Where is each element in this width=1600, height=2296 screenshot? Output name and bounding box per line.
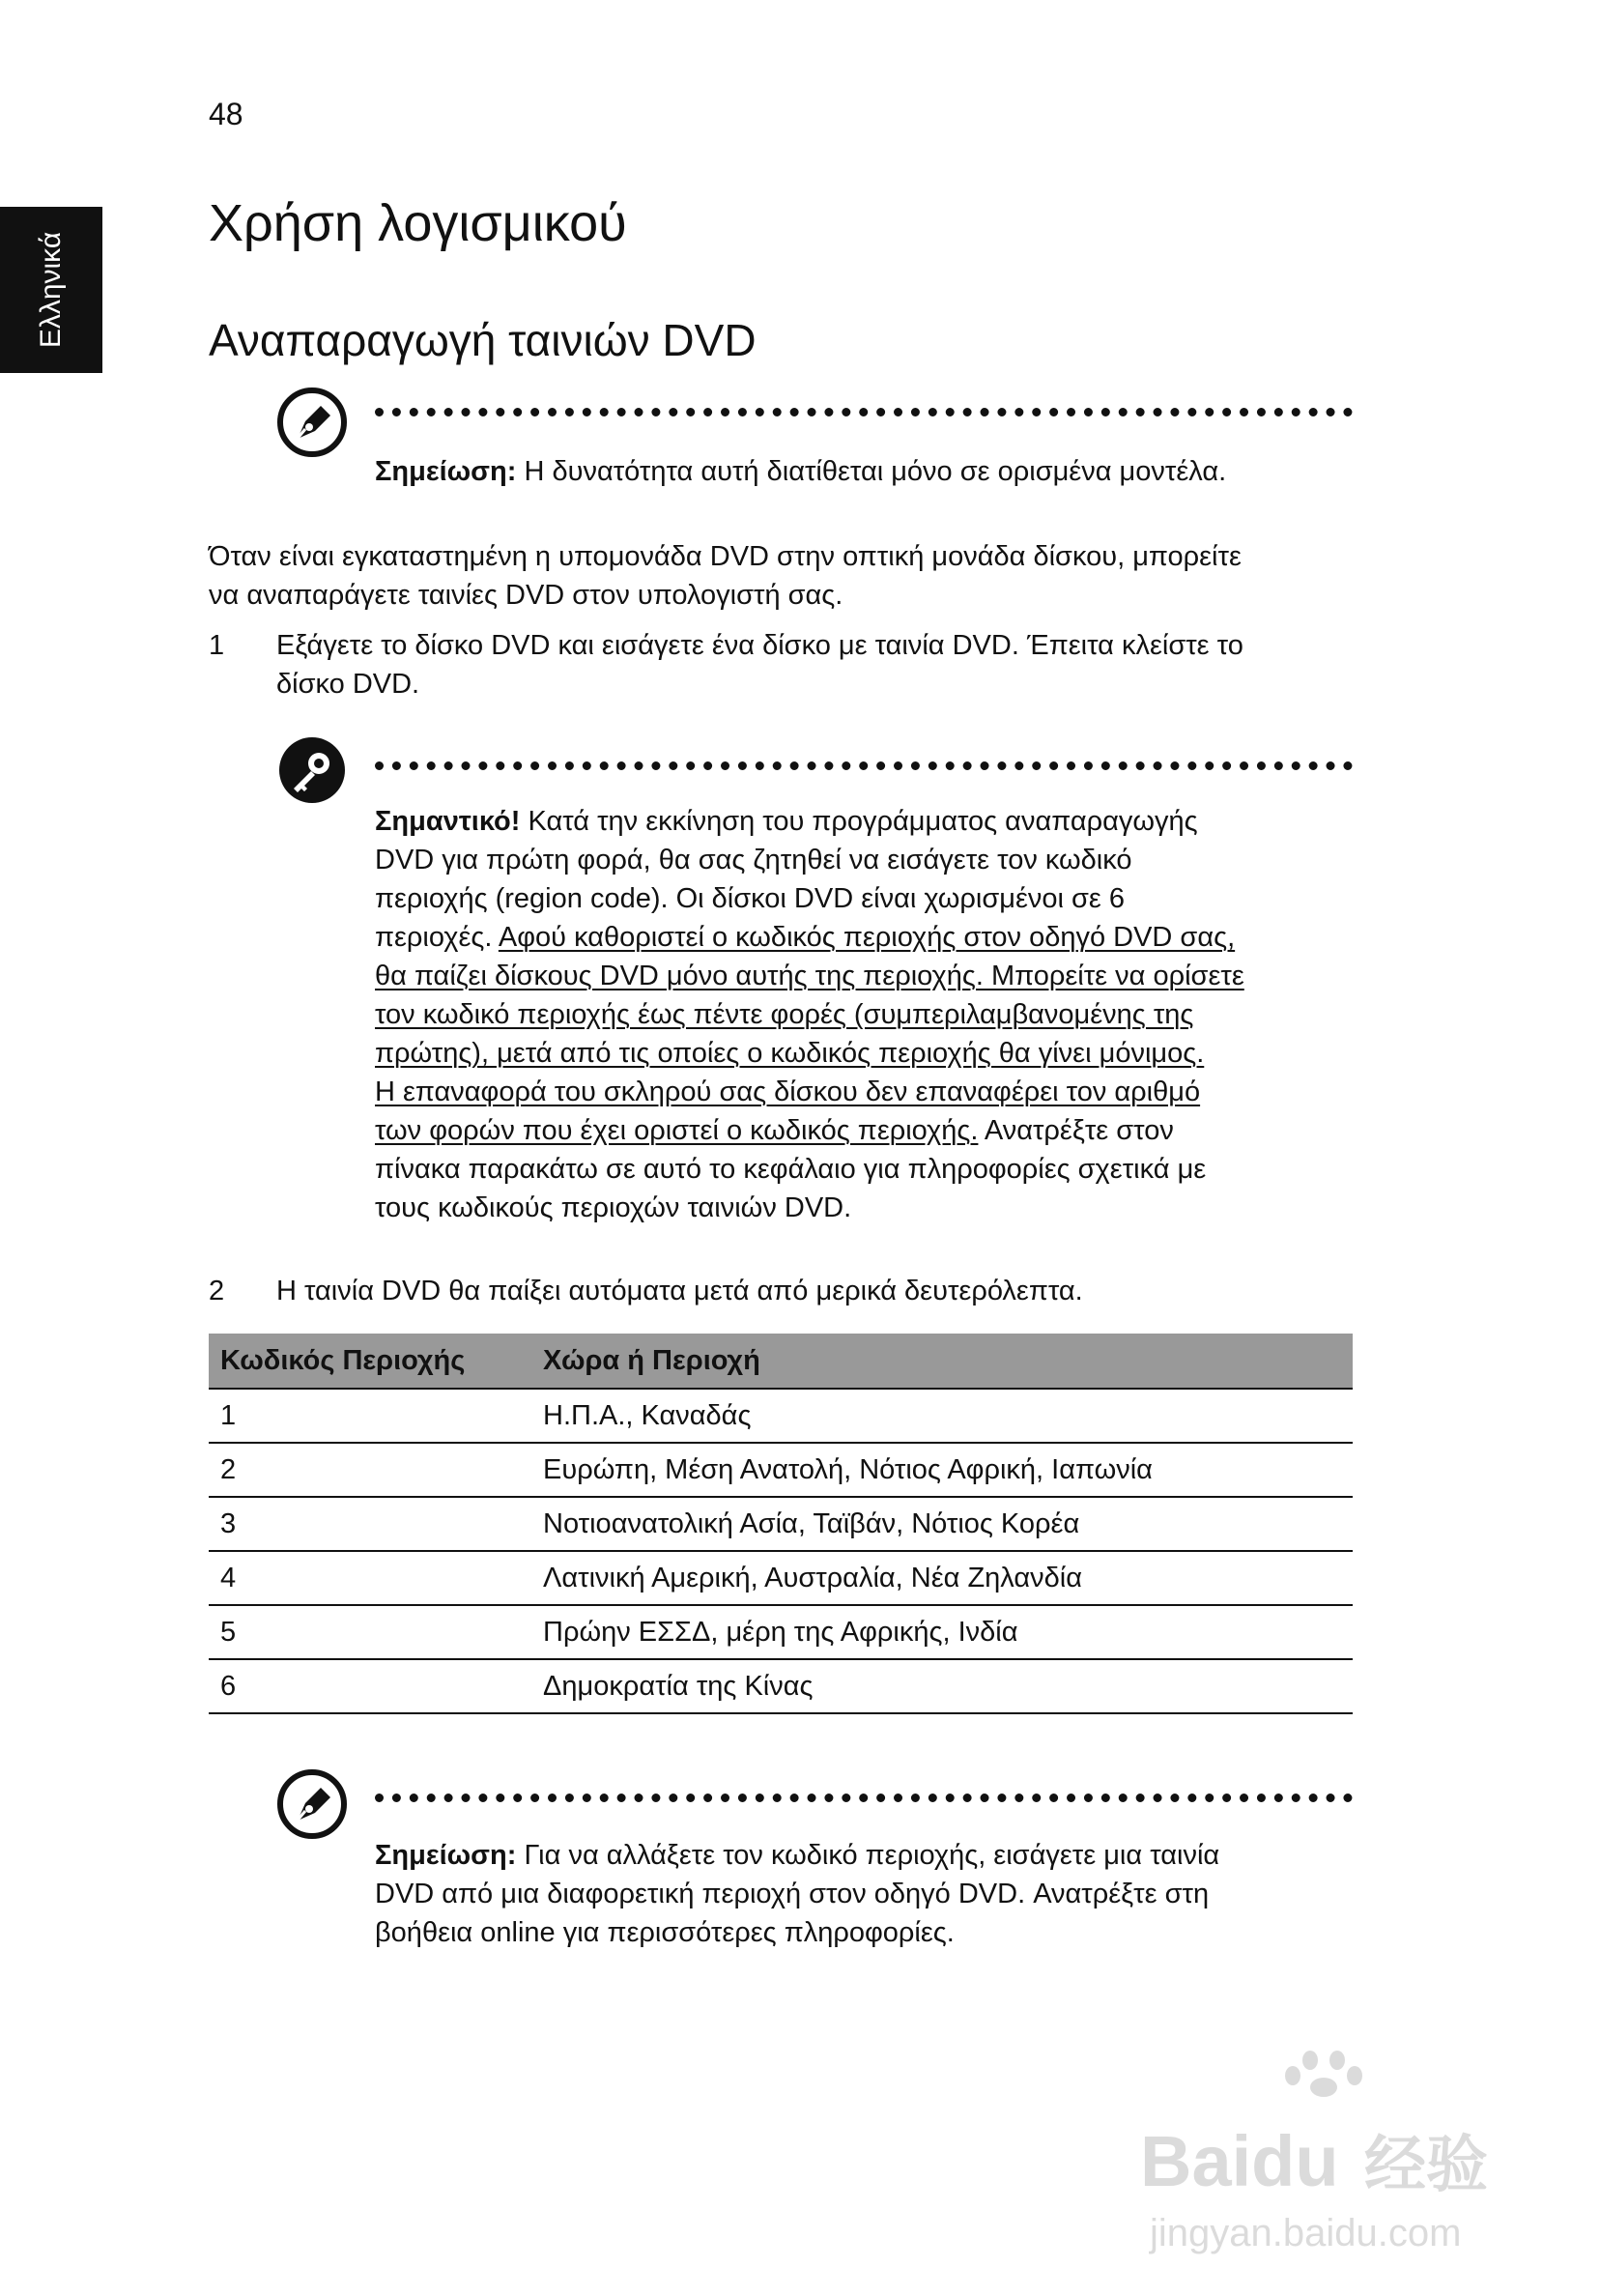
step-1-text	[276, 626, 1353, 703]
watermark-brand: Baidu	[1140, 2121, 1339, 2201]
language-tab	[0, 207, 102, 373]
pen-note-icon	[276, 1768, 348, 1845]
table-header-row	[209, 1334, 1353, 1389]
important-underlined-line: τον κωδικό περιοχής έως πέντε φορές (συμπεριλαμβανομένης της	[375, 999, 1194, 1030]
note-line: DVD από μια διαφορετική περιοχή στον οδηγό DVD. Ανατρέξτε στη	[375, 1879, 1210, 1909]
table-cell: Λατινική Αμερική, Αυστραλία, Νέα Ζηλανδία	[531, 1551, 1353, 1605]
page-number: 48	[209, 97, 243, 131]
note-text: Για να αλλάξετε τον κωδικό περιοχής, εισάγετε μια ταινία	[516, 1840, 1220, 1871]
important-line: τους κωδικούς περιοχών ταινιών DVD.	[375, 1192, 852, 1223]
note-line: βοήθεια online για περισσότερες πληροφορίες.	[375, 1917, 955, 1948]
section-title: Αναπαραγωγή ταινιών DVD	[209, 315, 757, 365]
table-cell: 3	[209, 1497, 531, 1551]
table-cell: Νοτιοανατολική Ασία, Ταϊβάν, Νότιος Κορέα	[531, 1497, 1353, 1551]
table-row	[209, 1605, 1353, 1659]
table-cell: 6	[209, 1659, 531, 1713]
note-separator	[375, 1794, 1353, 1802]
important-line: DVD για πρώτη φορά, θα σας ζητηθεί να εισάγετε τον κωδικό	[375, 845, 1132, 875]
table-header: Χώρα ή Περιοχή	[531, 1334, 1353, 1389]
step-2-number: 2	[209, 1276, 225, 1306]
step-1-number: 1	[209, 630, 225, 661]
language-tab-label: Ελληνικά	[35, 231, 67, 349]
table-row	[209, 1659, 1353, 1713]
watermark-url: jingyan.baidu.com	[1150, 2212, 1462, 2254]
table-cell: 4	[209, 1551, 531, 1605]
important-line: πίνακα παρακάτω σε αυτό το κεφάλαιο για πληροφορίες σχετικά με	[375, 1154, 1207, 1185]
important-text: Ανατρέξτε στον	[978, 1115, 1174, 1146]
important-label: Σημαντικό!	[375, 806, 521, 837]
table-cell: Πρώην ΕΣΣΔ, μέρη της Αφρικής, Ινδία	[531, 1605, 1353, 1659]
table-row	[209, 1497, 1353, 1551]
note-label: Σημείωση:	[375, 456, 517, 487]
table-header: Κωδικός Περιοχής	[209, 1334, 531, 1389]
key-important-icon	[276, 734, 348, 811]
intro-line: να αναπαράγετε ταινίες DVD στον υπολογιστή σας.	[209, 580, 843, 611]
table-cell: Δημοκρατία της Κίνας	[531, 1659, 1353, 1713]
intro-line: Όταν είναι εγκαταστημένη η υπομονάδα DVD στην οπτική μονάδα δίσκου, μπορείτε	[209, 541, 1242, 572]
intro-paragraph	[209, 537, 1353, 615]
important-text: περιοχές.	[375, 922, 499, 953]
note-text: Η δυνατότητα αυτή διατίθεται μόνο σε ορισμένα μοντέλα.	[516, 456, 1227, 487]
note-2	[375, 1836, 1353, 1952]
important-underlined-line: θα παίζει δίσκους DVD μόνο αυτής της περιοχής. Μπορείτε να ορίσετε	[375, 961, 1244, 991]
paw-icon	[1285, 2051, 1362, 2097]
pen-note-icon	[276, 387, 348, 463]
region-code-table	[209, 1334, 1353, 1714]
watermark-cn: 经验	[1364, 2130, 1488, 2199]
important-underlined-text: των φορών που έχει οριστεί ο κωδικός περιοχής.	[375, 1115, 979, 1146]
important-underlined-text: Αφού καθοριστεί ο κωδικός περιοχής στον οδηγό DVD σας,	[498, 922, 1236, 953]
baidu-watermark	[1140, 2041, 1507, 2263]
table-cell: 1	[209, 1389, 531, 1443]
important-note	[375, 802, 1353, 1227]
step-line: δίσκο DVD.	[276, 669, 420, 700]
page-title: Χρήση λογισμικού	[209, 194, 627, 252]
table-cell: Ευρώπη, Μέση Ανατολή, Νότιος Αφρική, Ιαπωνία	[531, 1443, 1353, 1497]
table-row	[209, 1389, 1353, 1443]
important-underlined-line: Η επαναφορά του σκληρού σας δίσκου δεν επαναφέρει τον αριθμό	[375, 1076, 1201, 1107]
table-cell: 5	[209, 1605, 531, 1659]
table-cell: Η.Π.Α., Καναδάς	[531, 1389, 1353, 1443]
important-separator	[375, 761, 1353, 770]
table-row	[209, 1443, 1353, 1497]
step-line: Εξάγετε το δίσκο DVD και εισάγετε ένα δίσκο με ταινία DVD. Έπειτα κλείστε το	[276, 630, 1243, 661]
important-line: περιοχής (region code). Οι δίσκοι DVD είναι χωρισμένοι σε 6	[375, 883, 1126, 914]
note-label: Σημείωση:	[375, 1840, 517, 1871]
step-2-text: Η ταινία DVD θα παίξει αυτόματα μετά από μερικά δευτερόλεπτα.	[276, 1276, 1083, 1306]
important-text: Κατά την εκκίνηση του προγράμματος αναπαραγωγής	[520, 806, 1198, 837]
note-separator	[375, 408, 1353, 416]
important-underlined-line: πρώτης), μετά από τις οποίες ο κωδικός περιοχής θα γίνει μόνιμος.	[375, 1038, 1205, 1069]
table-cell: 2	[209, 1443, 531, 1497]
table-row	[209, 1551, 1353, 1605]
note-1	[375, 452, 1353, 491]
